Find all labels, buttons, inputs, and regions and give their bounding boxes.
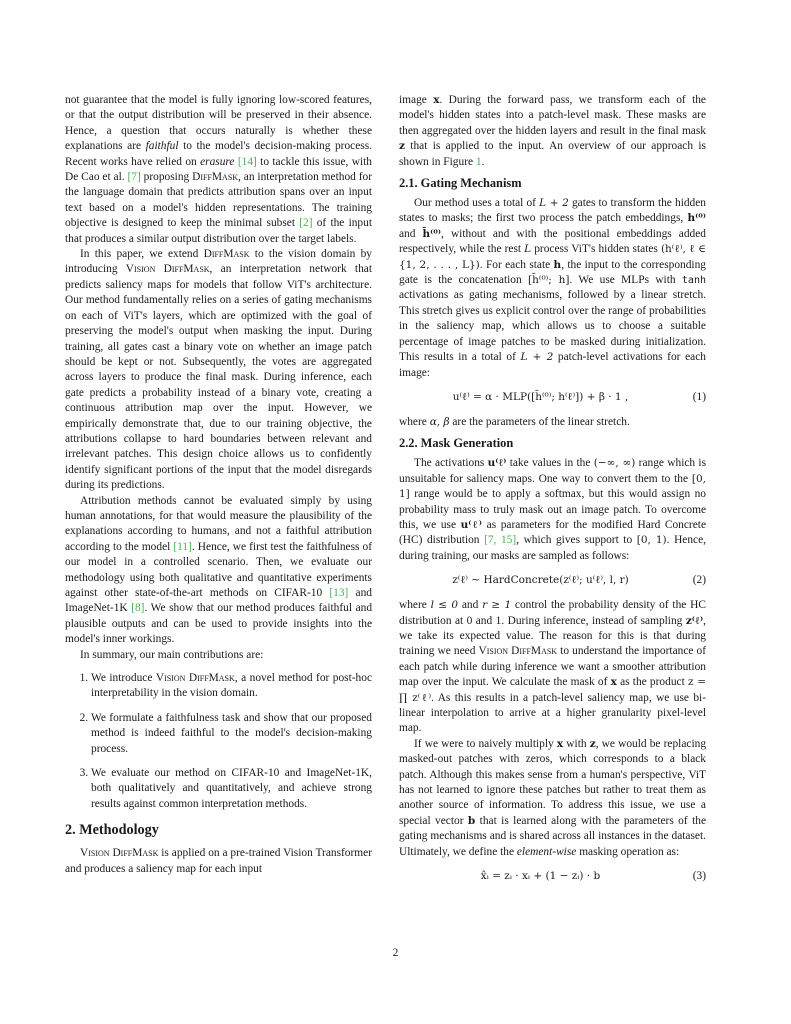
- subsection-heading-gating: 2.1. Gating Mechanism: [399, 176, 522, 191]
- right-column: [399, 93, 706, 894]
- page-number: 2: [392, 947, 399, 959]
- paragraph-activations: The activations u⁽ℓ⁾ take values in the (−∞, ∞) range which is unsuitable for saliency maps. One way to convert them to the [0, 1] range would be to apply a softmax, but this would assign no probability mass to truly mask out an image patch. To overcome this, we use u⁽ℓ⁾ as parameters for the modified Hard Concrete (HC) distribution [7, 15], which gives support to [0, 1). Hence, during training, our masks are sampled as follows:: [399, 457, 707, 562]
- equation-number: (2): [692, 574, 706, 587]
- paragraph-evaluation: Attribution methods cannot be evaluated simply by using human annotations, for that would measure the plausibility of the explanations according to humans, and not a faithful attribution according to the model [11]. Hence, we first test the faithfulness of our model in a controlled scenario. Then, we evaluate our methodology using both qualitative and quantitative experiments against other state-of-the-art methods on CIFAR-10 [13] and ImageNet-1K [8]. We show that our method produces faithful and plausible outputs and can be used to provide insights into the model's inner workings.: [65, 494, 373, 646]
- paragraph-masking: If we were to naively multiply x with z, we would be replacing masked-out patches with zeros, which corresponds to a black patch. Although this makes sense from a human's perspective, ViT has not learned to ignore these patches but rather to treat them as another source of information. To address this issue, we use a special vector b that is learned along with the parameters of the gating mechanisms and is shared across all instances in the dataset. Ultimately, we define the element-wise masking operation as:: [399, 737, 707, 858]
- paragraph-intro-continued: not guarantee that the model is fully ignoring low-scored features, or that the output distribution will be preserved in their absence. Hence, a question that occurs naturally is whether these explanations are faithful to the model's decision-making process. Recent works have relied on erasure [14] to tackle this issue, with De Cao et al. [7] proposing DiffMask, an interpretation method for the language domain that predicts attribution spans over an input text based on a model's hidden representations. The training objective is designed to keep the minimal subset [2] of the input that produces a similar output distribution over the target labels.: [65, 94, 373, 245]
- equation-number: (3): [692, 870, 706, 883]
- citation-link[interactable]: [7]: [127, 171, 141, 184]
- list-item: 1. We introduce Vision DiffMask, a novel method for post-hoc interpretability in the vision domain.: [91, 671, 372, 702]
- paragraph-stretch-params: where α, β are the parameters of the linear stretch.: [399, 415, 630, 428]
- left-column: [65, 93, 372, 877]
- figure-link[interactable]: 1: [475, 155, 482, 168]
- citation-link[interactable]: [14]: [237, 155, 257, 168]
- paragraph-forward-pass: image x. During the forward pass, we transform each of the model's hidden states into a patch-level mask. These masks are then aggregated over the hidden layers and result in the final mask z that is applied to the input. An overview of our approach is shown in Figure 1.: [399, 94, 706, 168]
- citation-link[interactable]: [2]: [299, 217, 313, 230]
- paragraph-contributions-intro: In summary, our main contributions are:: [80, 648, 264, 661]
- list-item: 3. We evaluate our method on CIFAR-10 and ImageNet-1K, both qualitatively and quantitatively, and achieve strong results against common interpretation methods.: [91, 766, 372, 812]
- paragraph-hc-params: where l ≤ 0 and r ≥ 1 control the probability density of the HC distribution at 0 and 1. During inference, instead of sampling z⁽ℓ⁾, we take its expected value. The reason for this is that during training we need Vision DiffMask to understand the importance of each patch while during inference we want a smoother attribution map over the input. We calculate the mask of x as the product z = ∏ z⁽ℓ⁾. As this results in a patch-level saliency map, we use bi-linear interpolation to arrive at a higher granularity pixel-level map.: [399, 599, 707, 735]
- section-heading-methodology: 2. Methodology: [65, 822, 159, 839]
- citation-link[interactable]: [13]: [329, 587, 349, 599]
- paragraph-gating: Our method uses a total of L + 2 gates to transform the hidden states to masks; the first two process the patch embeddings, h⁽⁰⁾ and h̄⁽⁰⁾, without and with the positional embeddings added respectively, while the rest L process ViT's hidden states (h⁽ℓ⁾, ℓ ∈ {1, 2, . . . , L}). For each state h, the input to the corresponding gate is the concatenation [h̄⁽⁰⁾; h]. We use MLPs with tanh activations as gating mechanisms, followed by a linear stretch. This stretch gives us explicit control over the range of probabilities in the saliency map, which allows us to choose a suitable percentage of image patches to be masked during initialization. This results in a total of L + 2 patch-level activations for each image:: [399, 197, 707, 379]
- equation-2: z⁽ℓ⁾ ∼ HardConcrete(z⁽ℓ⁾; u⁽ℓ⁾, l, r) (2): [399, 570, 706, 592]
- equation-number: (1): [692, 391, 706, 404]
- contributions-list: [65, 671, 372, 812]
- equation-1: u⁽ℓ⁾ = α · MLP([h̄⁽⁰⁾; h⁽ℓ⁾]) + β · 1 , (1): [399, 387, 706, 409]
- list-item: 2. We formulate a faithfulness task and show that our proposed method is indeed faithful to the model's decision-making process.: [91, 711, 372, 757]
- citation-link[interactable]: [11]: [173, 540, 192, 553]
- paragraph-methodology: Vision DiffMask is applied on a pre-trained Vision Transformer and produces a saliency map for each input: [65, 847, 372, 875]
- citation-link[interactable]: [8]: [131, 602, 145, 615]
- paragraph-extend: In this paper, we extend DiffMask to the vision domain by introducing Vision DiffMask, an interpretation network that predicts saliency maps for models that follow ViT's architecture. Our method fundamentally relies on a series of gating mechanisms on each of ViT's layers, which are optimized with the goal of preserving the model's output when masking the input. During training, all gates cast a binary vote on whether an image patch should be kept or not. Subsequently, the votes are aggregated across layers to produce the final mask. During inference, each gate predicts a probability instead of a binary vote, creating a continuous attribution map over the input. However, we empirically demonstrate that, due to our training objective, the attributions collapse to hard boundaries between relevant and irrelevant patches. This design choice allows us to confidently identify significant portions of the input that the model disregards during its predictions.: [65, 248, 373, 492]
- equation-3: x̂ᵢ = zᵢ · xᵢ + (1 − zᵢ) · b (3): [399, 866, 706, 888]
- subsection-heading-mask-generation: 2.2. Mask Generation: [399, 436, 514, 451]
- citation-link[interactable]: [7, 15]: [484, 534, 517, 547]
